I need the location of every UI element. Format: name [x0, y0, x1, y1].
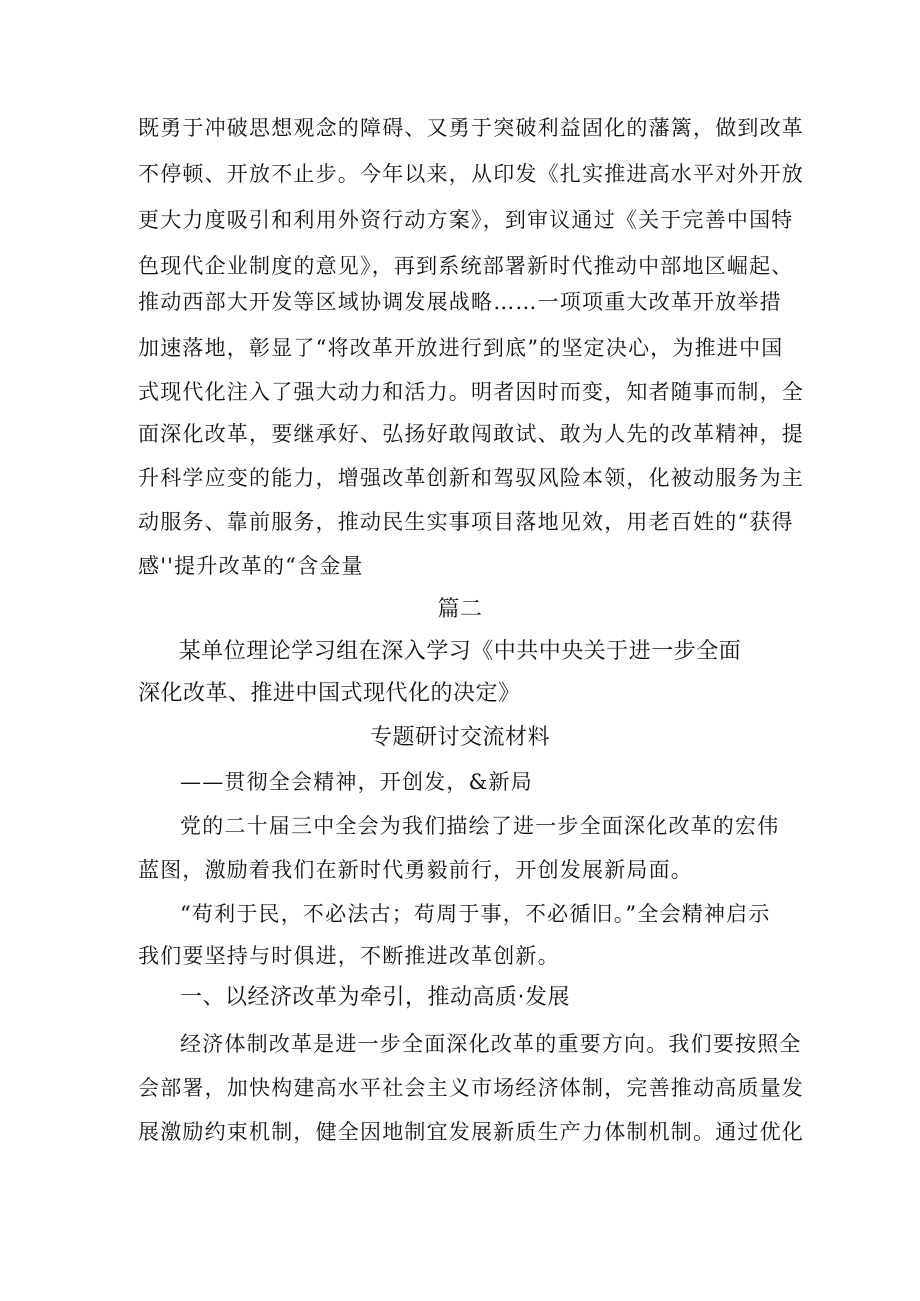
body-text-line: 既勇于冲破思想观念的障碍、又勇于突破利益固化的藩篱，做到改革 [138, 116, 804, 140]
section-heading: 一、以经济改革为牵引，推动高质·发展 [180, 985, 570, 1010]
body-text-line: “苟利于民，不必法古；苟周于事，不必循旧。”全会精神启示 [180, 902, 771, 926]
body-text-line: 更大力度吸引和利用外资行动方案》，到审议通过《关于完善中国特 [138, 208, 794, 232]
body-text-line: 蓝图，激励着我们在新时代勇毅前行，开创发展新局面。 [138, 858, 693, 882]
body-text-line: 推动西部大开发等区域协调发展战略……一项项重大改革开放举措 [138, 290, 782, 314]
body-text-line: 色现代企业制度的意见》，再到系统部署新时代推动中部地区崛起、 [138, 254, 794, 278]
body-text-line: 升科学应变的能力，增强改革创新和驾驭风险本领，化被动服务为主 [138, 466, 804, 490]
document-title-line-3: 专题研讨交流材料 [369, 725, 550, 750]
body-text-line: 不停顿、开放不止步。今年以来，从印发《扎实推进高水平对外开放 [138, 162, 804, 186]
body-text-line: 会部署，加快构建高水平社会主义市场经济体制，完善推动高质量发 [138, 1076, 804, 1100]
body-text-line: 面深化改革，要继承好、弘扬好敢闯敢试、敢为人先的改革精神，提 [138, 422, 804, 446]
body-text-line: 感''提升改革的“含金量 [138, 554, 364, 578]
document-subtitle: ——贯彻全会精神，开创发，&新局 [180, 770, 533, 794]
document-title-line-2: 深化改革、推进中国式现代化的决定》 [138, 681, 521, 706]
section-label: 篇二 [437, 597, 483, 622]
body-text-line: 加速落地，彰显了“将改革开放进行到底”的坚定决心，为推进中国 [138, 336, 784, 360]
document-title-line-1: 某单位理论学习组在深入学习《中共中央关于进一步全面 [178, 639, 742, 664]
body-text-line: 我们要坚持与时俱进，不断推进改革创新。 [138, 944, 560, 968]
body-text-line: 动服务、靠前服务，推动民生实事项目落地见效，用老百姓的“获得 [138, 510, 794, 534]
body-text-line: 经济体制改革是进一步全面深化改革的重要方向。我们要按照全 [180, 1032, 802, 1056]
body-text-line: 党的二十届三中全会为我们描绘了进一步全面深化改革的宏伟 [180, 814, 780, 838]
body-text-line: 式现代化注入了强大动力和活力。明者因时而变，知者随事而制，全 [138, 380, 804, 404]
body-text-line: 展激励约束机制，健全因地制宜发展新质生产力体制机制。通过优化 [138, 1120, 804, 1144]
